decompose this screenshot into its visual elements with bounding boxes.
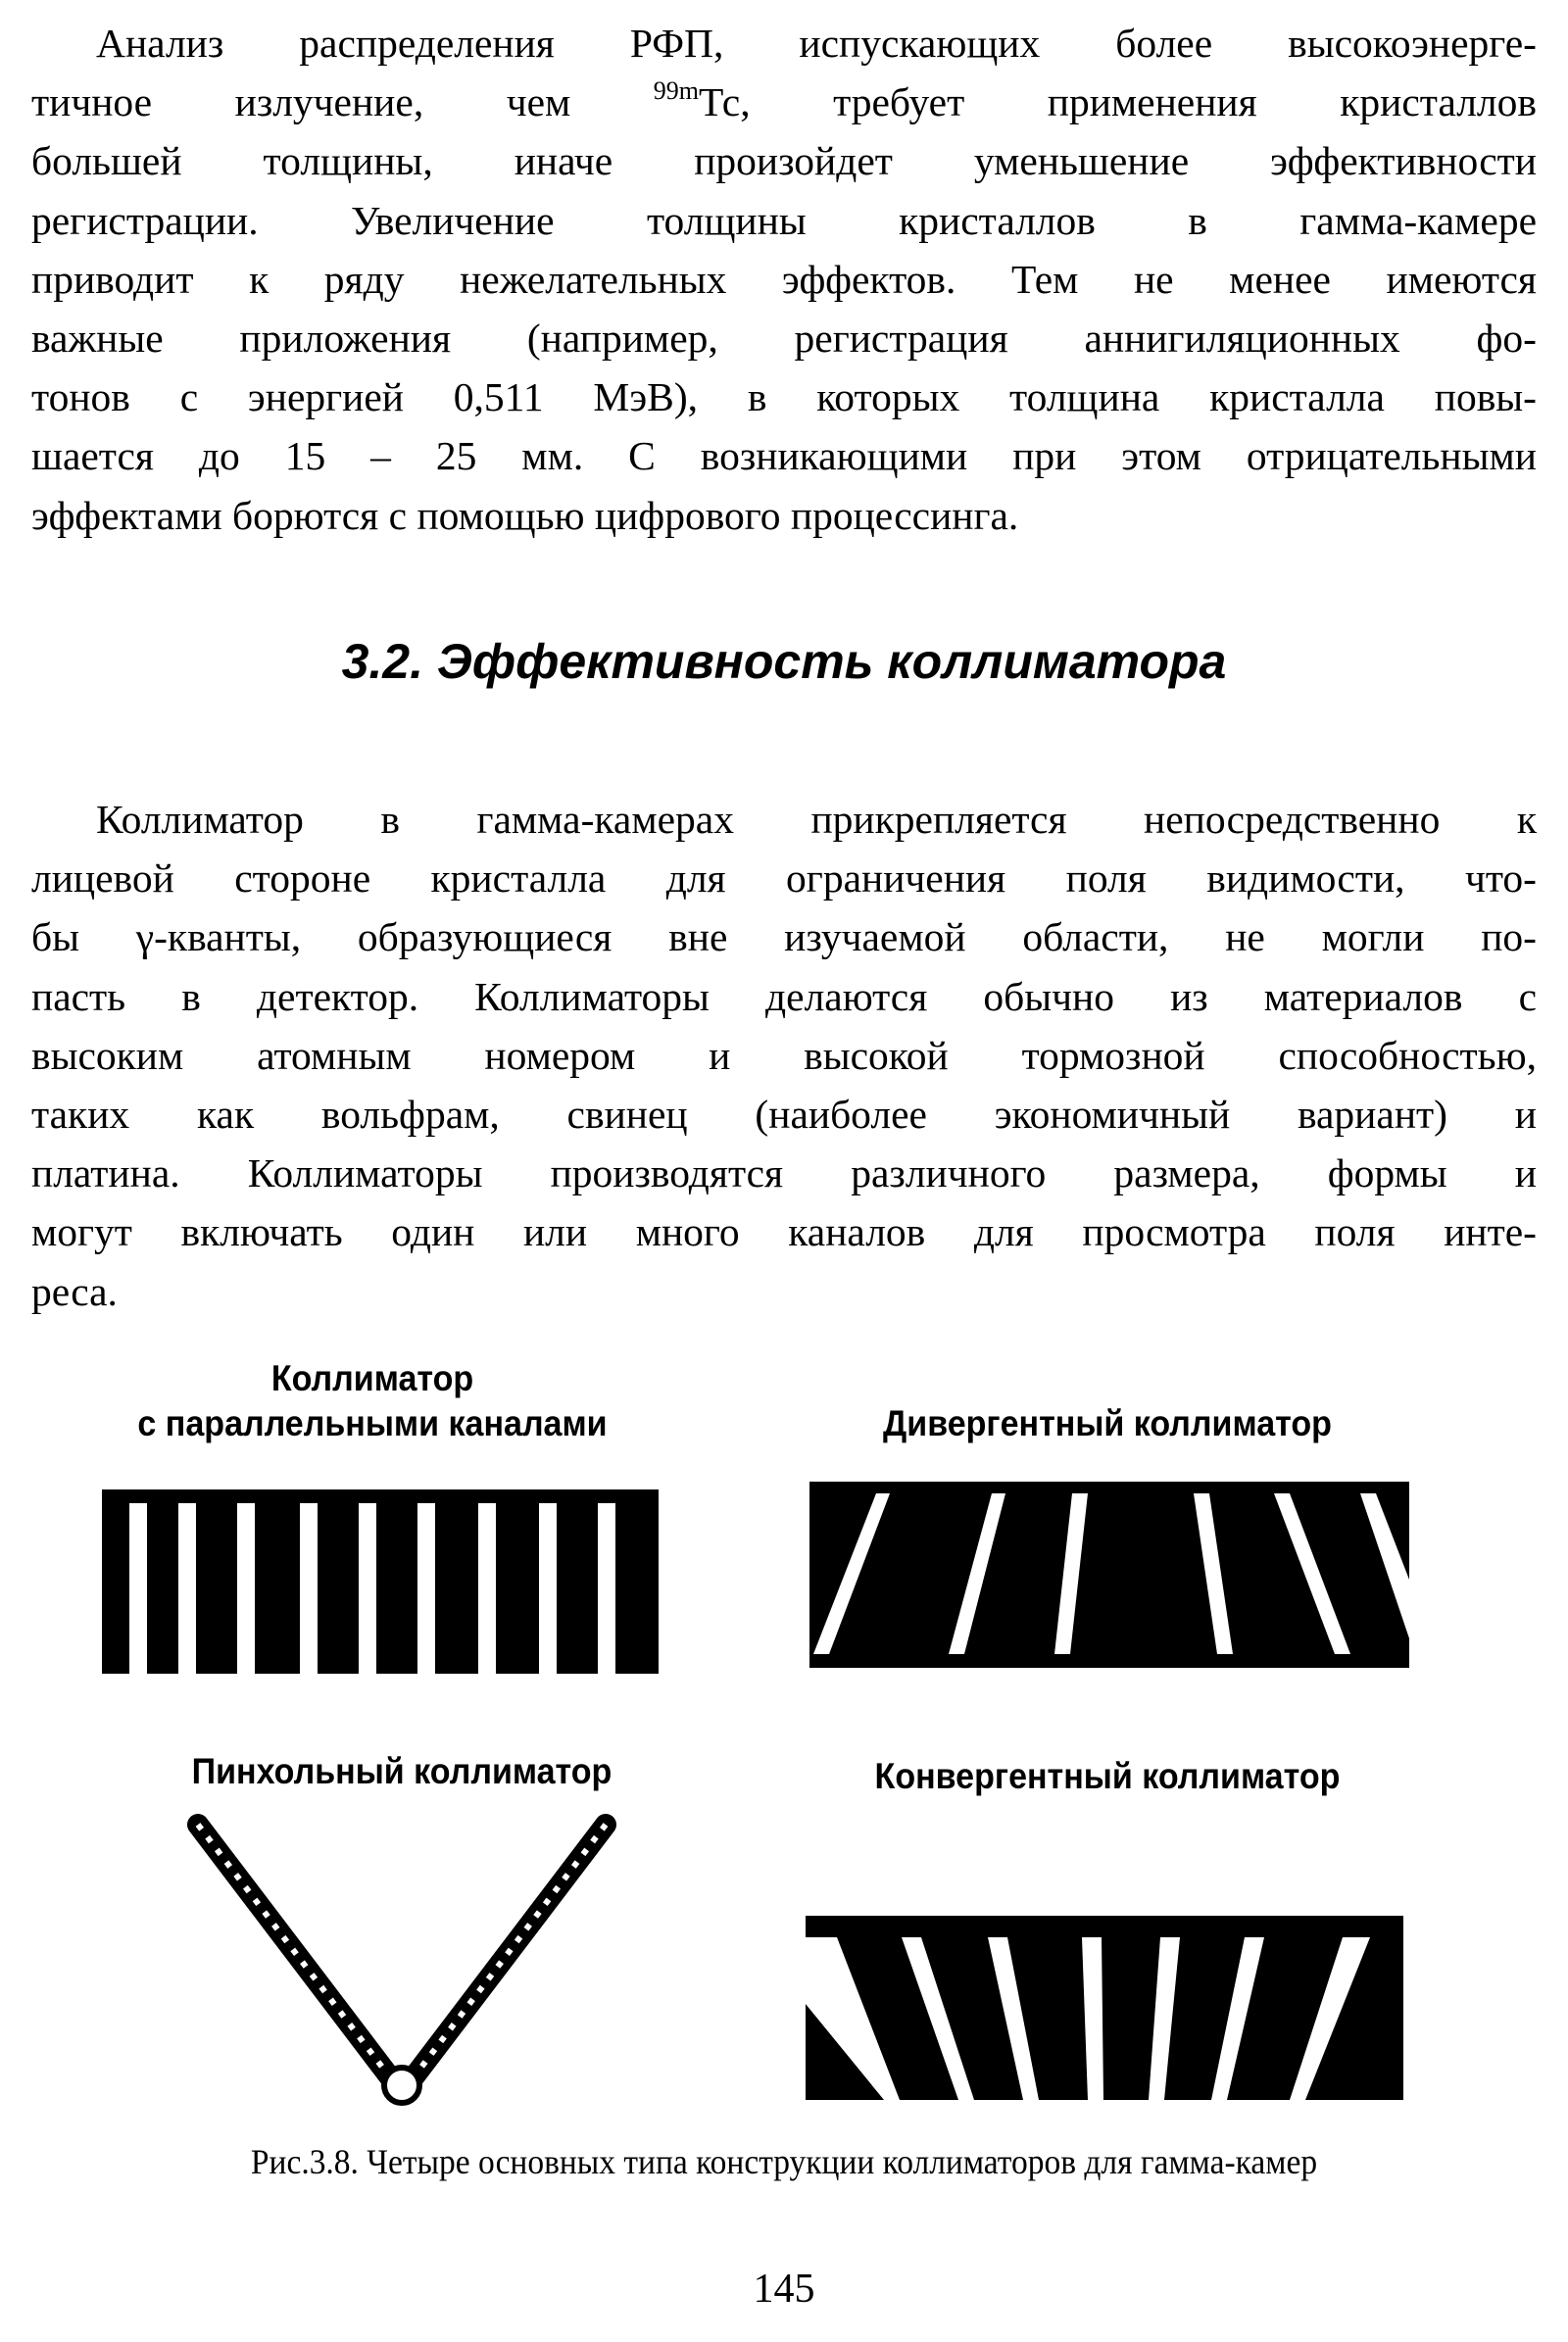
label-line: с параллельными каналами <box>137 1403 608 1443</box>
paragraph-crystal-thickness <box>31 14 1537 545</box>
paragraph-collimator-description <box>31 790 1537 1321</box>
parallel-collimator-diagram <box>102 1489 659 1674</box>
collimator-channel <box>478 1503 496 1674</box>
collimator-channel <box>300 1503 318 1674</box>
text-line: бы γ-кванты, образующиеся вне изучаемой области, не могли по- <box>31 914 1537 960</box>
text-line: шается до 15 – 25 мм. С возникающими при этом отрицательными <box>31 433 1537 479</box>
text-line: большей толщины, иначе произойдет уменьшение эффективности <box>31 138 1537 184</box>
text-line: регистрации. Увеличение толщины кристаллов в гамма-камере <box>31 197 1537 243</box>
collimator-channel <box>178 1503 196 1674</box>
label-line: Коллиматор <box>270 1358 474 1398</box>
text-line: Коллиматор в гамма-камерах прикрепляется непосредственно к <box>96 797 1537 842</box>
collimator-channel <box>129 1503 147 1674</box>
text-line: эффектами борются с помощью цифрового процессинга. <box>31 492 1019 538</box>
isotope-superscript: 99m <box>653 76 700 106</box>
wall-texture <box>198 1825 390 2077</box>
label-pinhole-collimator: Пинхольный коллиматор <box>191 1751 612 1791</box>
text-line: пасть в детектор. Коллиматоры делаются обычно из материалов с <box>31 973 1537 1019</box>
collimator-channel <box>359 1503 376 1674</box>
collimator-channel <box>417 1503 435 1674</box>
collimator-channel <box>539 1503 557 1674</box>
pinhole-collimator-diagram <box>186 1813 617 2107</box>
collimator-channel <box>598 1503 615 1674</box>
divergent-collimator-diagram <box>809 1482 1409 1668</box>
collimator-channel <box>237 1503 255 1674</box>
text-line: приводит к ряду нежелательных эффектов. Тем не менее имеются <box>31 256 1537 302</box>
text-line: реса. <box>31 1268 118 1314</box>
text-segment: тичное излучение, чем <box>31 79 654 125</box>
text-line: могут включать один или много каналов для просмотра поля инте- <box>31 1209 1537 1255</box>
wall-texture <box>414 1825 606 2077</box>
text-line: платина. Коллиматоры производятся различного размера, формы и <box>31 1150 1537 1196</box>
section-heading: 3.2. Эффективность коллиматора <box>341 634 1227 689</box>
pinhole-aperture <box>384 2068 419 2103</box>
page-number: 145 <box>753 2267 815 2312</box>
text-line: лицевой стороне кристалла для ограничения поля видимости, что- <box>31 855 1537 902</box>
text-line: важные приложения (например, регистрация аннигиляционных фо- <box>31 316 1537 362</box>
text-line: таких как вольфрам, свинец (наиболее экономичный вариант) и <box>31 1092 1537 1138</box>
text-line: Анализ распределения РФП, испускающих более высокоэнерге- <box>96 21 1537 66</box>
text-line: тонов с энергией 0,511 МэВ), в которых толщина кристалла повы- <box>31 374 1537 420</box>
text-line: высоким атомным номером и высокой тормозной способностью, <box>31 1032 1537 1078</box>
text-segment: Тс, требует применения кристаллов <box>699 79 1537 125</box>
figure-caption: Рис.3.8. Четыре основных типа конструкции коллиматоров для гамма-камер <box>250 2142 1318 2181</box>
label-parallel-collimator <box>84 1356 662 1446</box>
label-convergent-collimator: Конвергентный коллиматор <box>874 1756 1341 1796</box>
convergent-collimator-diagram <box>806 1916 1403 2100</box>
label-divergent-collimator: Дивергентный коллиматор <box>883 1403 1332 1443</box>
text-line <box>31 73 1537 131</box>
